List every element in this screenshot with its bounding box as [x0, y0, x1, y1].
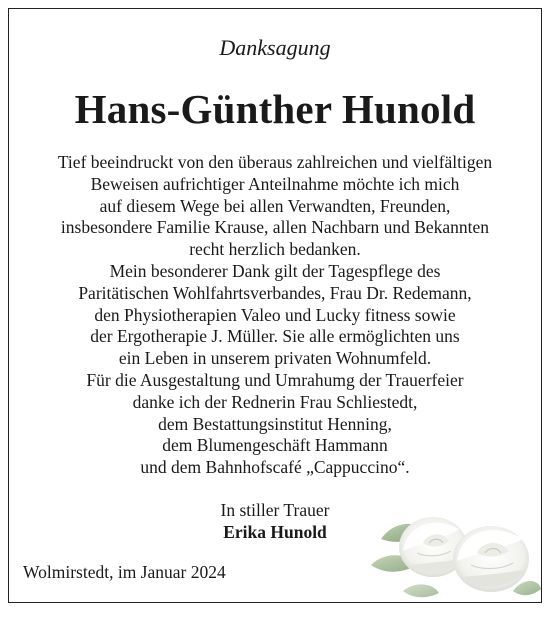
text-line: Mein besonderer Dank gilt der Tagespflege des [109, 260, 441, 281]
text-line: auf diesem Wege bei allen Verwandten, Freunden, [99, 195, 451, 216]
text-line: danke ich der Rednerin Frau Schliestedt, [132, 391, 418, 412]
leaf-shape [513, 581, 541, 595]
signer-name: Erika Hunold [223, 522, 327, 542]
leaf-shape [403, 584, 439, 597]
text-line: ein Leben in unserem privaten Wohnumfeld. [118, 348, 432, 369]
closing-phrase: In stiller Trauer [220, 500, 330, 520]
text-line: den Physiotherapien Valeo und Lucky fitness sowie [94, 304, 456, 325]
thank-you-text [9, 152, 541, 479]
text-line: dem Blumengeschäft Hammann [162, 435, 388, 456]
text-line: Beweisen aufrichtiger Anteilnahme möchte ich mich [90, 173, 460, 194]
white-roses-image [363, 495, 541, 602]
text-line: Paritätischen Wohlfahrtsverbandes, Frau Dr. Redemann, [78, 282, 472, 303]
text-line: und dem Bahnhofscafé „Cappuccino“. [140, 457, 410, 478]
rose-shape [453, 526, 529, 592]
text-line: Für die Ausgestaltung und Umrahumg der Trauerfeier [86, 369, 464, 390]
place-date: Wolmirstedt, im Januar 2024 [23, 562, 226, 582]
deceased-name: Hans-Günther Hunold [74, 86, 476, 132]
obituary-notice [8, 8, 542, 603]
text-line: insbesondere Familie Krause, allen Nachbarn und Bekannten [60, 217, 490, 238]
text-line: dem Bestattungsinstitut Henning, [158, 413, 392, 434]
text-line: recht herzlich bedanken. [189, 239, 361, 260]
text-line: der Ergotherapie J. Müller. Sie alle ermöglichten uns [90, 326, 460, 347]
notice-heading: Danksagung [219, 35, 331, 60]
text-line: Tief beeindruckt von den überaus zahlreichen und vielfältigen [57, 152, 493, 172]
